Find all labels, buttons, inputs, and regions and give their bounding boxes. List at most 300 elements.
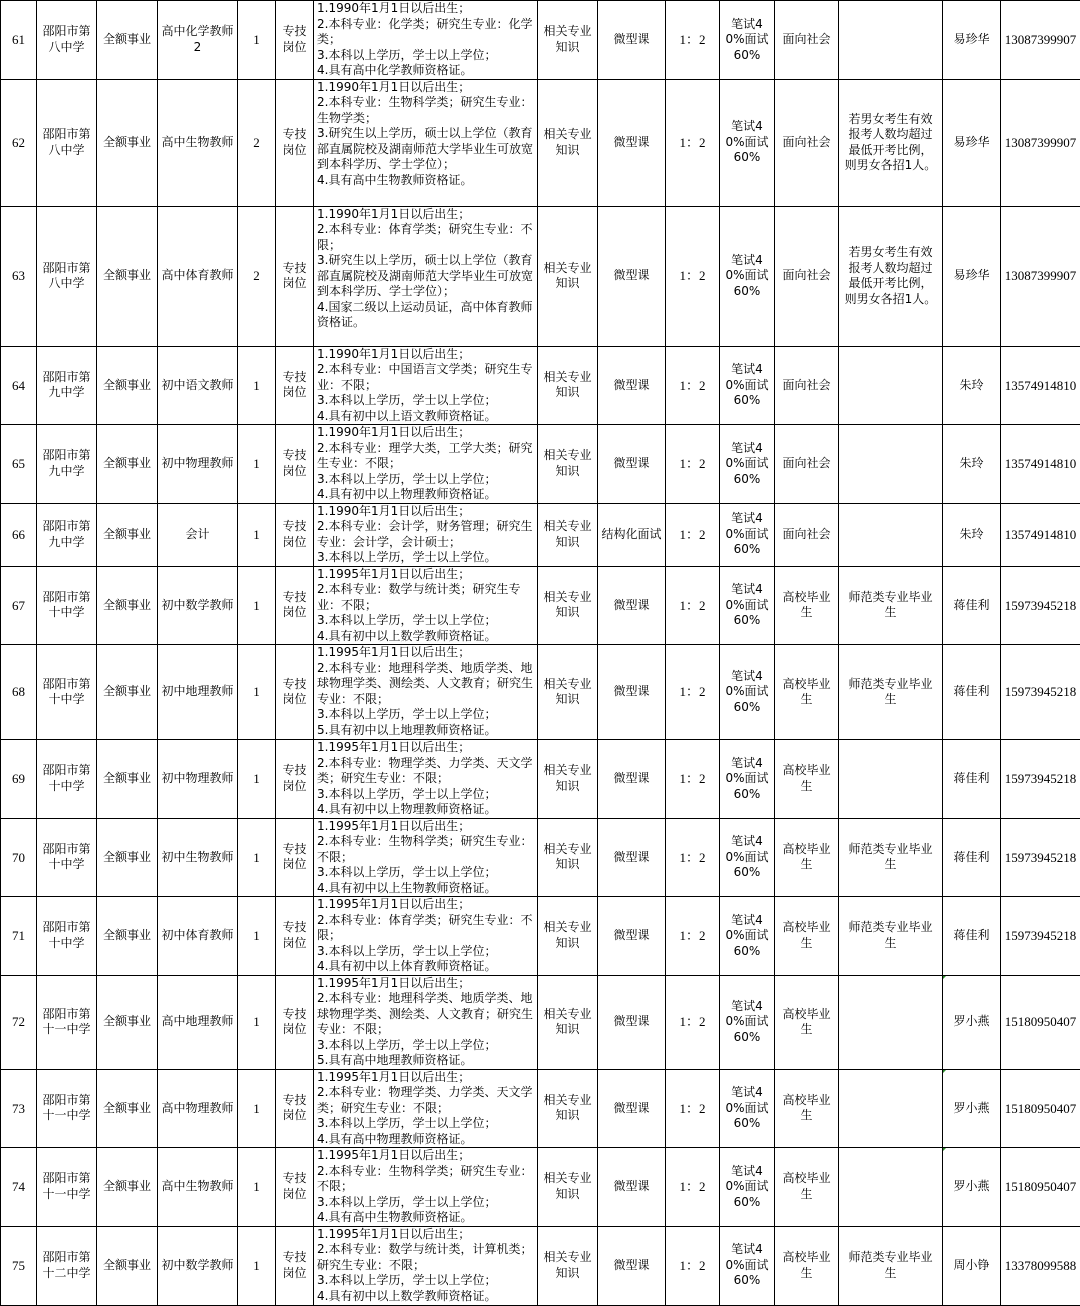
requirement-line: 3.研究生以上学历，硕士以上学位（教育部直属院校及湖南师范大学毕业生可放宽到本科学历、学士学位）； (317, 126, 535, 173)
recruit-scope-cell (775, 503, 839, 566)
post-type-cell (276, 1148, 314, 1227)
written-subject: 相关专业知识 (543, 24, 591, 54)
requirements-cell (314, 1069, 538, 1148)
hire-count-cell (238, 1226, 276, 1305)
requirement-line: 4.具有初中以上物理教师资格证。 (317, 802, 535, 818)
post-name: 初中体育教师 (161, 928, 233, 942)
requirements-cell (314, 206, 538, 346)
contact-phone-cell (1001, 897, 1080, 976)
table-row (1, 79, 1080, 206)
recruit-scope: 面向社会 (782, 135, 830, 149)
unit-name-cell (37, 897, 97, 976)
score-weight: 笔试40%面试60% (725, 17, 768, 62)
post-name: 初中物理教师 (161, 456, 233, 470)
requirement-line: 2.本科专业：地理科学类、地质学类、地球物理学类、测绘类、人文教育；研究生专业：不限； (317, 991, 535, 1038)
exam-ratio-cell (666, 1069, 720, 1148)
exam-ratio: 1：2 (679, 598, 705, 613)
table-row (1, 1148, 1080, 1227)
contact-phone: 13574914810 (1005, 378, 1077, 393)
requirement-line: 3.研究生以上学历，硕士以上学位（教育部直属院校及湖南师范大学毕业生可放宽到本科学历、学士学位）； (317, 253, 535, 300)
contact-person: 蒋佳利 (953, 598, 989, 612)
contact-person-cell (943, 1, 1001, 80)
contact-person-cell (943, 897, 1001, 976)
contact-person: 朱玲 (959, 527, 983, 541)
funding-type-cell (97, 645, 158, 740)
remarks-cell (839, 346, 943, 425)
recruit-scope-cell (775, 79, 839, 206)
written-subject-cell (538, 425, 598, 504)
unit-name-cell (37, 79, 97, 206)
exam-ratio-cell (666, 818, 720, 897)
contact-phone-cell (1001, 503, 1080, 566)
contact-person: 周小铮 (953, 1258, 989, 1272)
post-name-cell (158, 206, 238, 346)
hire-count-cell (238, 346, 276, 425)
written-subject: 相关专业知识 (543, 261, 591, 291)
requirement-line: 4.具有初中以上语文教师资格证。 (317, 409, 535, 425)
requirements-cell (314, 503, 538, 566)
recruit-scope-cell (775, 897, 839, 976)
table-row (1, 206, 1080, 346)
exam-ratio: 1：2 (679, 268, 705, 283)
score-weight: 笔试40%面试60% (725, 1164, 768, 1209)
row-number: 64 (12, 378, 25, 393)
score-weight: 笔试40%面试60% (725, 441, 768, 486)
written-subject-cell (538, 975, 598, 1069)
requirements-cell (314, 740, 538, 819)
contact-person: 蒋佳利 (953, 850, 989, 864)
requirement-line: 5.具有初中以上地理教师资格证。 (317, 723, 535, 739)
requirement-line: 4.具有初中以上体育教师资格证。 (317, 959, 535, 975)
requirement-line: 3.本科以上学历，学士以上学位； (317, 787, 535, 803)
post-type: 专技岗位 (282, 448, 306, 478)
contact-phone: 13574914810 (1005, 527, 1077, 542)
score-weight: 笔试40%面试60% (725, 756, 768, 801)
contact-phone-cell (1001, 1, 1080, 80)
score-weight-cell (720, 346, 775, 425)
contact-person-cell (943, 645, 1001, 740)
contact-phone-cell (1001, 1148, 1080, 1227)
unit-name-cell (37, 566, 97, 645)
written-subject: 相关专业知识 (543, 590, 591, 620)
unit-name: 邵阳市第十一中学 (42, 1007, 90, 1037)
row-number-cell (1, 645, 37, 740)
requirement-line: 1.1995年1月1日以后出生； (317, 740, 535, 756)
funding-type-cell (97, 206, 158, 346)
contact-phone-cell (1001, 645, 1080, 740)
post-name-cell (158, 503, 238, 566)
recruit-scope-cell (775, 645, 839, 740)
remarks-cell (839, 503, 943, 566)
interview-format-cell (598, 503, 666, 566)
funding-type: 全额事业 (103, 1014, 151, 1028)
requirement-line: 1.1995年1月1日以后出生； (317, 567, 535, 583)
written-subject: 相关专业知识 (543, 763, 591, 793)
post-name: 高中体育教师 (161, 268, 233, 282)
recruit-scope-cell (775, 1069, 839, 1148)
post-type-cell (276, 818, 314, 897)
post-name: 初中地理教师 (161, 684, 233, 698)
row-number-cell (1, 1, 37, 80)
written-subject: 相关专业知识 (543, 1250, 591, 1280)
hire-count-cell (238, 740, 276, 819)
row-number-cell (1, 425, 37, 504)
written-subject-cell (538, 206, 598, 346)
remarks: 若男女考生有效报考人数均超过最低开考比例，则男女各招1人。 (845, 112, 937, 173)
post-type: 专技岗位 (282, 519, 306, 549)
requirement-line: 4.具有初中以上数学教师资格证。 (317, 1289, 535, 1305)
remarks: 师范类专业毕业生 (848, 1250, 932, 1280)
interview-format-cell (598, 645, 666, 740)
exam-ratio: 1：2 (679, 32, 705, 47)
post-type: 专技岗位 (282, 1250, 306, 1280)
unit-name: 邵阳市第十中学 (42, 842, 90, 872)
row-number: 62 (12, 135, 25, 150)
funding-type-cell (97, 897, 158, 976)
unit-name: 邵阳市第九中学 (42, 370, 90, 400)
unit-name-cell (37, 346, 97, 425)
row-number-cell (1, 1069, 37, 1148)
written-subject-cell (538, 1069, 598, 1148)
hire-count: 1 (253, 1258, 260, 1273)
hire-count: 1 (253, 32, 260, 47)
written-subject-cell (538, 1226, 598, 1305)
exam-ratio: 1：2 (679, 771, 705, 786)
requirement-line: 3.本科以上学历，学士以上学位； (317, 707, 535, 723)
recruit-scope: 高校毕业生 (782, 920, 830, 950)
requirement-line: 3.本科以上学历，学士以上学位； (317, 865, 535, 881)
exam-ratio: 1：2 (679, 1179, 705, 1194)
post-name: 高中物理教师 (161, 1101, 233, 1115)
contact-phone-cell (1001, 566, 1080, 645)
contact-phone-cell (1001, 206, 1080, 346)
contact-phone-cell (1001, 346, 1080, 425)
post-name: 初中生物教师 (161, 850, 233, 864)
exam-ratio-cell (666, 1, 720, 80)
exam-ratio: 1：2 (679, 928, 705, 943)
post-type-cell (276, 897, 314, 976)
requirement-line: 3.本科以上学历，学士以上学位； (317, 1195, 535, 1211)
requirements-cell (314, 975, 538, 1069)
contact-person-cell (943, 975, 1001, 1069)
post-type-cell (276, 79, 314, 206)
row-number: 67 (12, 598, 25, 613)
score-weight-cell (720, 503, 775, 566)
hire-count-cell (238, 425, 276, 504)
post-name-cell (158, 346, 238, 425)
score-weight-cell (720, 1069, 775, 1148)
requirement-line: 1.1990年1月1日以后出生； (317, 80, 535, 96)
hire-count-cell (238, 503, 276, 566)
remarks-cell (839, 1, 943, 80)
interview-format-cell (598, 1069, 666, 1148)
interview-format: 微型课 (613, 1014, 649, 1028)
written-subject-cell (538, 1148, 598, 1227)
requirement-line: 3.本科以上学历，学士以上学位； (317, 472, 535, 488)
written-subject: 相关专业知识 (543, 519, 591, 549)
exam-ratio-cell (666, 645, 720, 740)
requirement-line: 2.本科专业：体育学类；研究生专业：不限； (317, 913, 535, 944)
interview-format-cell (598, 975, 666, 1069)
recruit-scope-cell (775, 346, 839, 425)
row-number: 70 (12, 850, 25, 865)
recruit-scope: 高校毕业生 (782, 1093, 830, 1123)
recruit-scope-cell (775, 425, 839, 504)
requirement-line: 4.具有初中以上数学教师资格证。 (317, 629, 535, 645)
requirement-line: 1.1995年1月1日以后出生； (317, 1227, 535, 1243)
contact-person: 易珍华 (953, 135, 989, 149)
requirement-line: 4.具有初中以上物理教师资格证。 (317, 487, 535, 503)
contact-person-cell (943, 425, 1001, 504)
contact-phone-cell (1001, 79, 1080, 206)
recruit-scope-cell (775, 566, 839, 645)
remarks-cell (839, 818, 943, 897)
remarks: 若男女考生有效报考人数均超过最低开考比例，则男女各招1人。 (845, 245, 937, 306)
funding-type: 全额事业 (103, 32, 151, 46)
requirement-line: 1.1995年1月1日以后出生； (317, 1070, 535, 1086)
unit-name-cell (37, 740, 97, 819)
post-name-cell (158, 566, 238, 645)
unit-name-cell (37, 1226, 97, 1305)
contact-person-cell (943, 346, 1001, 425)
recruit-scope: 面向社会 (782, 527, 830, 541)
unit-name: 邵阳市第十中学 (42, 763, 90, 793)
contact-person-cell (943, 566, 1001, 645)
post-name: 初中数学教师 (161, 598, 233, 612)
interview-format: 微型课 (613, 378, 649, 392)
exam-ratio-cell (666, 1148, 720, 1227)
requirements-cell (314, 425, 538, 504)
table-row (1, 897, 1080, 976)
funding-type-cell (97, 740, 158, 819)
score-weight: 笔试40%面试60% (725, 253, 768, 298)
post-name-cell (158, 1069, 238, 1148)
row-number-cell (1, 818, 37, 897)
funding-type-cell (97, 503, 158, 566)
contact-phone-cell (1001, 975, 1080, 1069)
interview-format-cell (598, 818, 666, 897)
interview-format: 微型课 (613, 771, 649, 785)
hire-count-cell (238, 818, 276, 897)
row-number: 74 (12, 1179, 25, 1194)
contact-phone-cell (1001, 425, 1080, 504)
unit-name-cell (37, 1, 97, 80)
remarks-cell (839, 645, 943, 740)
contact-phone: 15180950407 (1005, 1101, 1077, 1116)
written-subject-cell (538, 897, 598, 976)
row-number: 71 (12, 928, 25, 943)
interview-format-cell (598, 206, 666, 346)
recruit-scope-cell (775, 1, 839, 80)
funding-type-cell (97, 1, 158, 80)
contact-person-cell (943, 503, 1001, 566)
post-type-cell (276, 645, 314, 740)
requirements-cell (314, 346, 538, 425)
unit-name: 邵阳市第十二中学 (42, 1250, 90, 1280)
score-weight: 笔试40%面试60% (725, 834, 768, 879)
row-number-cell (1, 503, 37, 566)
requirement-line: 3.本科以上学历，学士以上学位； (317, 1116, 535, 1132)
written-subject: 相关专业知识 (543, 1007, 591, 1037)
requirements-cell (314, 1, 538, 80)
interview-format: 微型课 (613, 1101, 649, 1115)
unit-name-cell (37, 1148, 97, 1227)
contact-phone: 13087399907 (1005, 268, 1077, 283)
interview-format: 微型课 (613, 32, 649, 46)
score-weight-cell (720, 1, 775, 80)
requirement-line: 2.本科专业：化学类；研究生专业：化学类； (317, 17, 535, 48)
row-number: 73 (12, 1101, 25, 1116)
post-name-cell (158, 645, 238, 740)
table-row (1, 975, 1080, 1069)
row-number: 63 (12, 268, 25, 283)
interview-format-cell (598, 566, 666, 645)
requirement-line: 4.具有高中生物教师资格证。 (317, 173, 535, 189)
contact-phone-cell (1001, 1069, 1080, 1148)
score-weight: 笔试40%面试60% (725, 511, 768, 556)
funding-type: 全额事业 (103, 771, 151, 785)
requirement-line: 3.本科以上学历，学士以上学位； (317, 1273, 535, 1289)
hire-count-cell (238, 206, 276, 346)
interview-format-cell (598, 346, 666, 425)
hire-count: 2 (253, 135, 260, 150)
written-subject: 相关专业知识 (543, 1171, 591, 1201)
post-type-cell (276, 1, 314, 80)
requirement-line: 2.本科专业：生物科学类；研究生专业：生物学类； (317, 95, 535, 126)
interview-format: 微型课 (613, 850, 649, 864)
hire-count-cell (238, 79, 276, 206)
table-row (1, 740, 1080, 819)
table-row (1, 503, 1080, 566)
hire-count-cell (238, 1, 276, 80)
hire-count: 1 (253, 1101, 260, 1116)
recruit-scope: 高校毕业生 (782, 590, 830, 620)
recruit-scope-cell (775, 975, 839, 1069)
remarks-cell (839, 566, 943, 645)
funding-type: 全额事业 (103, 135, 151, 149)
post-type: 专技岗位 (282, 920, 306, 950)
table-row (1, 566, 1080, 645)
unit-name: 邵阳市第八中学 (42, 24, 90, 54)
unit-name: 邵阳市第八中学 (42, 261, 90, 291)
post-name: 高中地理教师 (161, 1014, 233, 1028)
exam-ratio: 1：2 (679, 850, 705, 865)
score-weight-cell (720, 897, 775, 976)
post-name-cell (158, 897, 238, 976)
requirement-line: 1.1990年1月1日以后出生； (317, 425, 535, 441)
post-type-cell (276, 346, 314, 425)
post-name: 初中物理教师 (161, 771, 233, 785)
score-weight-cell (720, 740, 775, 819)
contact-phone: 15973945218 (1005, 771, 1077, 786)
score-weight: 笔试40%面试60% (725, 582, 768, 627)
post-type: 专技岗位 (282, 842, 306, 872)
post-name: 初中语文教师 (161, 378, 233, 392)
contact-phone-cell (1001, 818, 1080, 897)
interview-format: 微型课 (613, 135, 649, 149)
score-weight-cell (720, 566, 775, 645)
exam-ratio: 1：2 (679, 378, 705, 393)
score-weight: 笔试40%面试60% (725, 913, 768, 958)
score-weight: 笔试40%面试60% (725, 669, 768, 714)
requirement-line: 1.1990年1月1日以后出生； (317, 504, 535, 520)
hire-count: 1 (253, 1014, 260, 1029)
score-weight: 笔试40%面试60% (725, 1085, 768, 1130)
row-number: 65 (12, 456, 25, 471)
unit-name: 邵阳市第十中学 (42, 920, 90, 950)
exam-ratio-cell (666, 975, 720, 1069)
row-number-cell (1, 740, 37, 819)
score-weight-cell (720, 425, 775, 504)
remarks-cell (839, 206, 943, 346)
remarks-cell (839, 425, 943, 504)
requirement-line: 3.本科以上学历，学士以上学位。 (317, 550, 535, 566)
recruit-scope-cell (775, 740, 839, 819)
row-number-cell (1, 206, 37, 346)
post-type: 专技岗位 (282, 24, 306, 54)
unit-name-cell (37, 975, 97, 1069)
hire-count: 1 (253, 378, 260, 393)
post-name-cell (158, 818, 238, 897)
requirement-line: 2.本科专业：生物科学类；研究生专业：不限； (317, 834, 535, 865)
requirement-line: 2.本科专业：生物科学类；研究生专业：不限； (317, 1164, 535, 1195)
contact-person: 朱玲 (959, 378, 983, 392)
interview-format-cell (598, 1226, 666, 1305)
unit-name-cell (37, 645, 97, 740)
requirement-line: 4.国家二级以上运动员证，高中体育教师资格证。 (317, 300, 535, 331)
requirement-line: 1.1995年1月1日以后出生； (317, 976, 535, 992)
written-subject-cell (538, 503, 598, 566)
interview-format: 微型课 (613, 1179, 649, 1193)
contact-person-cell (943, 818, 1001, 897)
score-weight-cell (720, 645, 775, 740)
unit-name: 邵阳市第九中学 (42, 448, 90, 478)
requirement-line: 2.本科专业：理学大类，工学大类；研究生专业：不限； (317, 441, 535, 472)
written-subject: 相关专业知识 (543, 920, 591, 950)
hire-count-cell (238, 645, 276, 740)
score-weight: 笔试40%面试60% (725, 1242, 768, 1287)
hire-count: 1 (253, 1179, 260, 1194)
hire-count: 1 (253, 456, 260, 471)
interview-format-cell (598, 1148, 666, 1227)
hire-count-cell (238, 566, 276, 645)
contact-phone: 15180950407 (1005, 1179, 1077, 1194)
requirement-line: 4.具有初中以上生物教师资格证。 (317, 881, 535, 897)
table-row (1, 346, 1080, 425)
exam-ratio-cell (666, 503, 720, 566)
contact-person: 罗小燕 (953, 1014, 989, 1028)
row-number: 66 (12, 527, 25, 542)
requirement-line: 1.1995年1月1日以后出生； (317, 1148, 535, 1164)
post-name-cell (158, 425, 238, 504)
interview-format: 微型课 (613, 598, 649, 612)
remarks-cell (839, 897, 943, 976)
contact-person-cell (943, 1226, 1001, 1305)
requirement-line: 4.具有高中化学教师资格证。 (317, 63, 535, 79)
score-weight-cell (720, 1226, 775, 1305)
requirement-line: 2.本科专业：会计学，财务管理；研究生专业：会计学，会计硕士； (317, 519, 535, 550)
unit-name: 邵阳市第九中学 (42, 519, 90, 549)
interview-format: 微型课 (613, 268, 649, 282)
exam-ratio-cell (666, 425, 720, 504)
remarks: 师范类专业毕业生 (848, 590, 932, 620)
hire-count: 1 (253, 928, 260, 943)
contact-phone: 13087399907 (1005, 32, 1077, 47)
contact-person: 易珍华 (953, 32, 989, 46)
post-type-cell (276, 975, 314, 1069)
recruit-scope: 高校毕业生 (782, 763, 830, 793)
post-type: 专技岗位 (282, 1093, 306, 1123)
